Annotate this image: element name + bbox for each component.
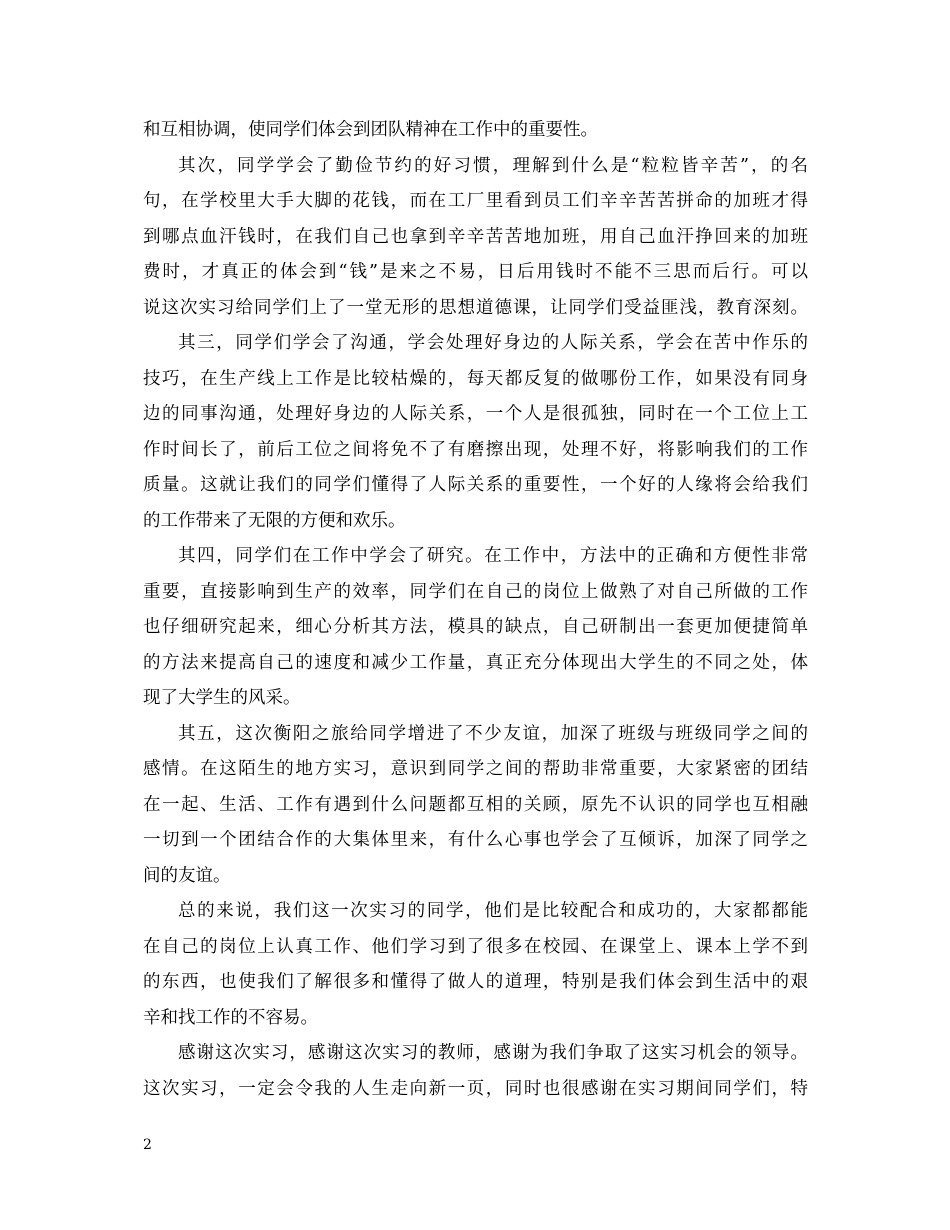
text-line: 现了大学生的风采。	[143, 688, 301, 708]
paragraph	[143, 326, 808, 539]
text-line: 的工作带来了无限的方便和欢乐。	[143, 510, 406, 531]
text-line: 质量。这就让我们的同学们懂得了人际关系的重要性，一个好的人缘将会给我们	[143, 475, 808, 495]
text-line: 和互相协调，使同学们体会到团队精神在工作中的重要性。	[143, 120, 598, 140]
text-line: 的东西，也使我们了解很多和懂得了做人的道理，特别是我们体会到生活中的艰	[143, 972, 808, 992]
paragraph	[143, 149, 808, 327]
text-line: 边的同事沟通，处理好身边的人际关系，一个人是很孤独，同时在一个工位上工	[143, 404, 808, 424]
text-line: 技巧，在生产线上工作是比较枯燥的，每天都反复的做哪份工作，如果没有同身	[143, 368, 808, 389]
text-line: 的方法来提高自己的速度和减少工作量，真正充分体现出大学生的不同之处，体	[143, 652, 808, 673]
text-line: 句，在学校里大手大脚的花钱，而在工厂里看到员工们辛辛苦苦拼命的加班才得	[143, 191, 808, 211]
text-line: 说这次实习给同学们上了一堂无形的思想道德课，让同学们受益匪浅，教育深刻。	[143, 297, 808, 318]
text-line: 总的来说，我们这一次实习的同学，他们是比较配合和成功的，大家都都能	[178, 901, 808, 921]
text-line: 其次，同学学会了勤俭节约的好习惯，理解到什么是“粒粒皆辛苦”，的名	[178, 155, 808, 176]
text-line: 在一起、生活、工作有遇到什么问题都互相的关顾，原先不认识的同学也互相融	[143, 794, 808, 815]
text-line: 感谢这次实习，感谢这次实习的教师，感谢为我们争取了这实习机会的领导。	[178, 1043, 808, 1063]
text-line: 在自己的岗位上认真工作、他们学习到了很多在校园、在课堂上、课本上学不到	[143, 936, 808, 957]
paragraph	[143, 1036, 808, 1107]
text-line: 其三，同学们学会了沟通，学会处理好身边的人际关系，学会在苦中作乐的	[178, 333, 808, 353]
body-text	[143, 113, 808, 1107]
text-line: 费时，才真正的体会到“钱”是来之不易，日后用钱时不能不三思而后行。可以	[143, 262, 808, 282]
paragraph	[143, 894, 808, 1036]
text-line: 也仔细研究起来，细心分析其方法，模具的缺点，自己研制出一套更加便捷简单	[143, 617, 808, 637]
text-line: 间的友谊。	[143, 865, 231, 886]
text-line: 重要，直接影响到生产的效率，同学们在自己的岗位上做熟了对自己所做的工作	[143, 581, 808, 602]
text-line: 到哪点血汗钱时，在我们自己也拿到辛辛苦苦地加班，用自己血汗挣回来的加班	[143, 226, 808, 247]
paragraph	[143, 539, 808, 717]
paragraph	[143, 113, 808, 149]
page-number: 2	[143, 1137, 152, 1153]
text-line: 作时间长了，前后工位之间将免不了有磨擦出现，处理不好，将影响我们的工作	[143, 439, 808, 460]
text-line: 一切到一个团结合作的大集体里来，有什么心事也学会了互倾诉，加深了同学之	[143, 830, 808, 850]
text-line: 这次实习，一定会令我的人生走向新一页，同时也很感谢在实习期间同学们，特	[143, 1078, 808, 1099]
text-line: 感情。在这陌生的地方实习，意识到同学之间的帮助非常重要，大家紧密的团结	[143, 759, 808, 779]
text-line: 其五，这次衡阳之旅给同学增进了不少友谊，加深了班级与班级同学之间的	[178, 723, 808, 744]
paragraph	[143, 717, 808, 895]
text-line: 其四，同学们在工作中学会了研究。在工作中，方法中的正确和方便性非常	[178, 546, 808, 566]
text-line: 辛和找工作的不容易。	[143, 1007, 318, 1028]
